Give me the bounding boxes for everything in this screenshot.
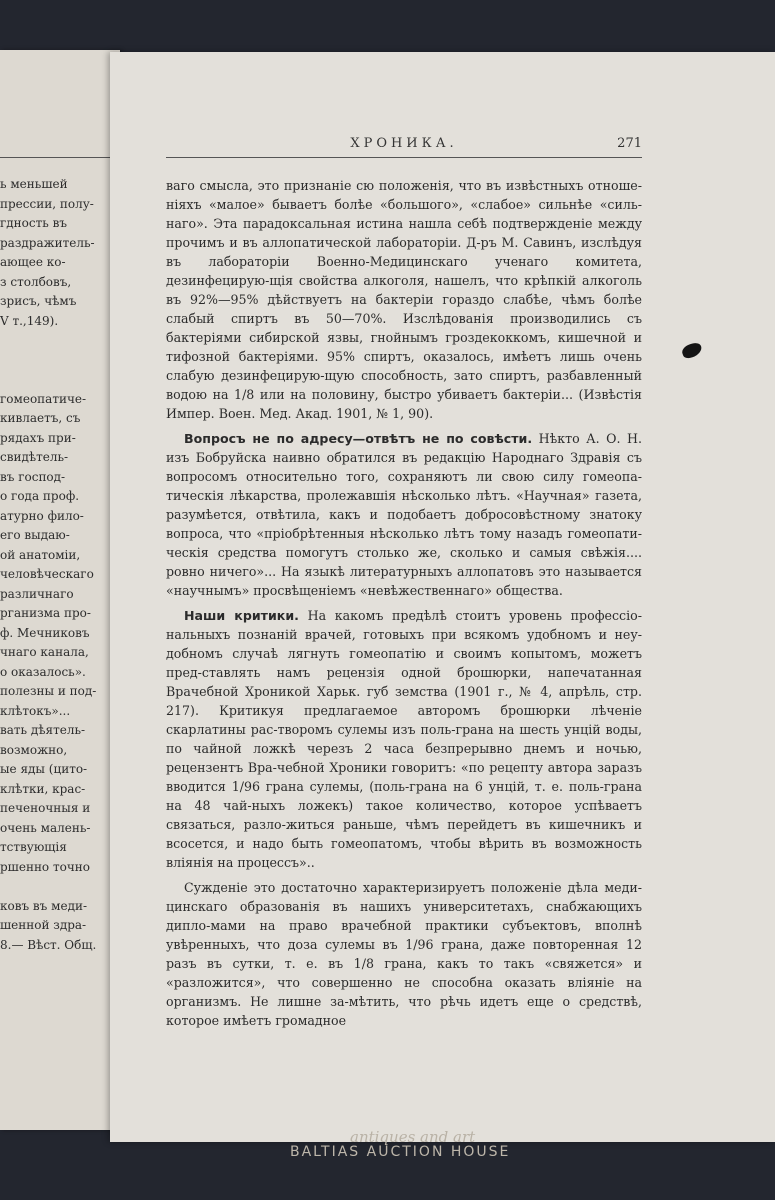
left-page-line: очень малень- [0, 820, 91, 835]
paragraph-3-text: На какомъ предѣлѣ стоитъ уровень профессіо-нальныхъ познаній врачей, готовыхъ при всякомъ удобномъ и неу-добномъ случаѣ лягнуть гомеопатію и своимъ копытомъ, можетъ пред-ставлять намъ рецензія одной брошюрки, напечатанная Врачебной Хроникой Харьк. губ земства (1901 г., № 4, апрѣль, стр. 217). Критикуя предлагаемое авторомъ брошюрки лѣченіе скарлатины рас-творомъ сулемы изъ поль-грана на шесть унцій воды, по чайной ложкѣ черезъ 2 часа безпрерывно днемъ и ночью, рецензентъ Вра-чебной Хроники говоритъ: «по рецепту автора заразъ вводится 1/96 грана сулемы, (поль-грана на 6 унцій, т. е. поль-грана на 48 чай-ныхъ ложекъ) такое количество, которое успѣваетъ связаться, разло-житься раньше, чѣмъ перейдетъ въ кишечникъ и всосется, и надо быть гомеопатомъ, чтобы вѣрить въ возможность вліянія на процессъ».. [166, 608, 642, 870]
section-heading-question: Вопросъ не по адресу—отвѣтъ не по совѣсти. [184, 431, 533, 446]
left-page-line: клѣтки, крас- [0, 781, 86, 796]
left-page-line: прессии, полу- [0, 196, 94, 211]
left-page-line: шенной здра- [0, 918, 87, 932]
left-page-line: 8.— Вѣст. Общ. [0, 937, 97, 952]
running-title: ХРОНИКА. [350, 136, 458, 151]
left-page-line: различнаго [0, 586, 74, 601]
left-page-line: человѣческаго [0, 567, 94, 581]
ink-stain [680, 341, 703, 360]
left-page-fragment [0, 50, 120, 1130]
left-page-line: ь меньшей [0, 177, 68, 191]
left-page-line: о года проф. [0, 489, 80, 503]
left-page-line: з столбовъ, [0, 274, 72, 289]
left-page-line: ковъ въ меди- [0, 898, 88, 913]
left-page-line: чнаго канала, [0, 645, 89, 659]
left-page-line: гдность въ [0, 216, 67, 230]
left-page-line: въ господ- [0, 469, 66, 484]
left-page-line: V т.,149). [0, 313, 59, 328]
left-page-line: о оказалось». [0, 664, 86, 679]
left-page-line: его выдаю- [0, 528, 70, 542]
header-rule [166, 157, 642, 158]
left-page-line: ой анатоміи, [0, 547, 81, 562]
left-page-line: свидѣтель- [0, 450, 69, 464]
left-page-line: рганизма про- [0, 606, 91, 620]
left-page-line: рядахъ при- [0, 430, 76, 445]
section-heading-critics: Наши критики. [184, 608, 299, 623]
left-page-line: печеночныя и [0, 801, 91, 815]
left-page-line: ающее ко- [0, 255, 66, 269]
watermark-text: antiques and art [350, 1128, 476, 1146]
page-header [166, 136, 642, 156]
left-page-line: полезны и под- [0, 684, 97, 698]
body-text [166, 176, 642, 1030]
left-page-line: ые яды (цито- [0, 762, 88, 776]
left-page-line: клѣтокъ»... [0, 703, 71, 718]
left-page-line: атурно фило- [0, 508, 84, 523]
page-number: 271 [617, 136, 642, 151]
left-page-line: возможно, [0, 742, 68, 757]
left-page-line: тствующія [0, 840, 67, 854]
left-page-line: раздражитель- [0, 235, 95, 250]
left-page-line: вать дѣятель- [0, 723, 86, 737]
paragraph-3 [166, 606, 642, 872]
left-page-line: зрисъ, чѣмъ [0, 294, 77, 308]
left-page-line: кивлаетъ, съ [0, 411, 81, 425]
left-page-line: гомеопатиче- [0, 391, 87, 406]
left-page-line: ф. Мечниковъ [0, 625, 90, 640]
left-page-rule [0, 157, 112, 158]
paragraph-2 [166, 429, 642, 600]
paragraph-1: ваго смысла, это признаніе сю положенія, что въ извѣстныхъ отноше-ніяхъ «малое» бываетъ болѣе «большого», «слабое» сильнѣе «силь-наго». Эта парадоксальная истина нашла себѣ подтвержденіе между прочимъ и въ аллопатической лабораторіи. Д-ръ М. Савинъ, изслѣдуя въ лабораторіи Военно-Медицинскаго ученаго комитета, дезинфецирую-щія свойства алкоголя, нашелъ, что крѣпкій алкоголь въ 92%—95% дѣйствуетъ на бактеріи гораздо слабѣе, чѣмъ болѣе слабый спиртъ въ 50—70%. Изслѣдованія производились съ бактеріями сибирской язвы, гнойнымъ гроздекоккомъ, кишечной и тифозной бактеріями. 95% спиртъ, оказалось, имѣетъ лишь очень слабую дезинфецирую-щую способность, зато спиртъ, разбавленный водою на 1/8 или на половину, быстро убиваетъ бактеріи... (Извѣстія Импер. Воен. Мед. Акад. 1901, № 1, 90). [166, 178, 642, 421]
watermark-auction-house: BALTIAS AUCTION HOUSE [290, 1144, 511, 1160]
paragraph-4: Сужденіе это достаточно характеризируетъ положеніе дѣла меди-цинскаго образованія въ нашихъ университетахъ, снабжающихъ дипло-мами на право врачебной практики субъектовъ, вполнѣ увѣренныхъ, что доза сулемы въ 1/96 грана, даже повторенная 12 разъ въ сутки, т. е. въ 1/8 грана, какъ то такъ «свяжется» и «разложится», что совершенно не способна оказать вліяніе на организмъ. Не лишне за-мѣтить, что рѣчь идетъ еще о средствѣ, которое имѣетъ громадное [166, 880, 642, 1028]
document-page [110, 52, 775, 1142]
left-page-line: ршенно точно [0, 859, 90, 874]
paragraph-2-text: Нѣкто А. О. Н. изъ Бобруйска наивно обратился въ редакцію Народнаго Здравія съ вопросомъ относительно того, сохраняютъ ли свою силу гомеопа-тическія лѣкарства, пролежавшія нѣсколько лѣтъ. «Научная» газета, разумѣется, отвѣтила, какъ и подобаетъ добросовѣстному знатоку вопроса, что «пріобрѣтенныя нѣсколько лѣтъ тому назадъ гомеопати-ческія средства помогутъ столько же, сколько и самыя свѣжія.... ровно ничего»... На языкѣ литературныхъ аллопатовъ это называется «научнымъ» просвѣщеніемъ «невѣжественнаго» общества. [166, 431, 642, 598]
